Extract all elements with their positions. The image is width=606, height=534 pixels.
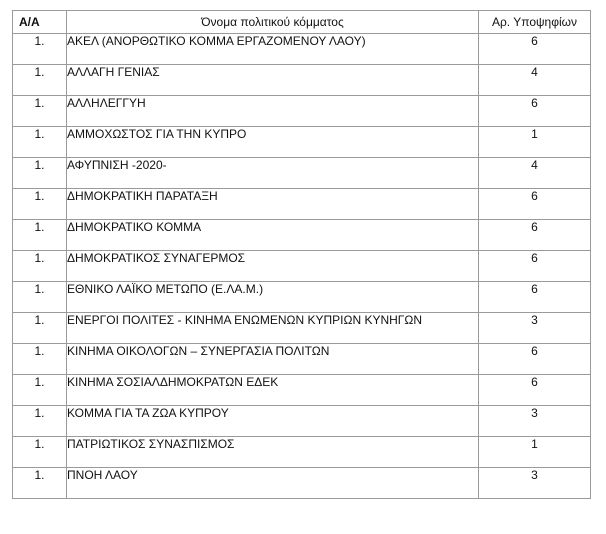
table-row [13,65,591,96]
party-name-cell: ΔΗΜΟΚΡΑΤΙΚΟ ΚΟΜΜΑ [67,220,479,251]
candidate-count-cell: 3 [479,406,591,437]
header-party-name: Όνομα πολιτικού κόμματος [67,11,479,34]
table-row [13,375,591,406]
row-number-cell: 1. [13,65,67,96]
row-number-cell: 1. [13,96,67,127]
candidate-count-cell: 1 [479,127,591,158]
table-body [13,34,591,499]
row-number-cell: 1. [13,220,67,251]
header-row [13,11,591,34]
table-header [13,11,591,34]
row-number-cell: 1. [13,344,67,375]
candidate-count-cell: 6 [479,282,591,313]
party-name-cell: ΠΝΟΗ ΛΑΟΥ [67,468,479,499]
candidate-count-cell: 6 [479,96,591,127]
row-number-cell: 1. [13,127,67,158]
candidate-count-cell: 6 [479,251,591,282]
table-row [13,468,591,499]
candidate-count-cell: 6 [479,189,591,220]
party-name-cell: ΑΛΛΗΛΕΓΓΥΗ [67,96,479,127]
header-aa: Α/Α [13,11,67,34]
row-number-cell: 1. [13,189,67,220]
table-row [13,220,591,251]
table-row [13,34,591,65]
row-number-cell: 1. [13,437,67,468]
party-name-cell: ΑΜΜΟΧΩΣΤΟΣ ΓΙΑ ΤΗΝ ΚΥΠΡΟ [67,127,479,158]
row-number-cell: 1. [13,468,67,499]
table-row [13,251,591,282]
row-number-cell: 1. [13,34,67,65]
table-row [13,189,591,220]
table-row [13,127,591,158]
table-row [13,158,591,189]
candidate-count-cell: 6 [479,34,591,65]
party-name-cell: ΕΘΝΙΚΟ ΛΑΪΚΟ ΜΕΤΩΠΟ (Ε.ΛΑ.Μ.) [67,282,479,313]
candidate-count-cell: 4 [479,158,591,189]
table-row [13,437,591,468]
party-name-cell: ΚΙΝΗΜΑ ΣΟΣΙΑΛΔΗΜΟΚΡΑΤΩΝ ΕΔΕΚ [67,375,479,406]
header-candidate-count: Αρ. Υποψηφίων [479,11,591,34]
candidate-count-cell: 6 [479,220,591,251]
candidate-count-cell: 6 [479,344,591,375]
table-row [13,96,591,127]
candidate-count-cell: 1 [479,437,591,468]
party-name-cell: ΚΟΜΜΑ ΓΙΑ ΤΑ ΖΩΑ ΚΥΠΡΟΥ [67,406,479,437]
party-name-cell: ΚΙΝΗΜΑ ΟΙΚΟΛΟΓΩΝ – ΣΥΝΕΡΓΑΣΙΑ ΠΟΛΙΤΩΝ [67,344,479,375]
party-name-cell: ΠΑΤΡΙΩΤΙΚΟΣ ΣΥΝΑΣΠΙΣΜΟΣ [67,437,479,468]
row-number-cell: 1. [13,158,67,189]
parties-table [12,10,591,499]
party-name-cell: ΔΗΜΟΚΡΑΤΙΚΗ ΠΑΡΑΤΑΞΗ [67,189,479,220]
table-row [13,282,591,313]
row-number-cell: 1. [13,406,67,437]
candidate-count-cell: 3 [479,468,591,499]
party-name-cell: ΑΦΥΠΝΙΣΗ -2020- [67,158,479,189]
candidate-count-cell: 4 [479,65,591,96]
row-number-cell: 1. [13,282,67,313]
party-name-cell: ΔΗΜΟΚΡΑΤΙΚΟΣ ΣΥΝΑΓΕΡΜΟΣ [67,251,479,282]
party-name-cell: ΑΚΕΛ (ΑΝΟΡΘΩΤΙΚΟ ΚΟΜΜΑ ΕΡΓΑΖΟΜΕΝΟΥ ΛΑΟΥ) [67,34,479,65]
table-row [13,344,591,375]
candidate-count-cell: 3 [479,313,591,344]
row-number-cell: 1. [13,251,67,282]
row-number-cell: 1. [13,375,67,406]
row-number-cell: 1. [13,313,67,344]
table-row [13,406,591,437]
party-name-cell: ΕΝΕΡΓΟΙ ΠΟΛΙΤΕΣ - ΚΙΝΗΜΑ ΕΝΩΜΕΝΩΝ ΚΥΠΡΙΩΝ ΚΥΝΗΓΩΝ [67,313,479,344]
party-name-cell: ΑΛΛΑΓΗ ΓΕΝΙΑΣ [67,65,479,96]
table-row [13,313,591,344]
candidate-count-cell: 6 [479,375,591,406]
